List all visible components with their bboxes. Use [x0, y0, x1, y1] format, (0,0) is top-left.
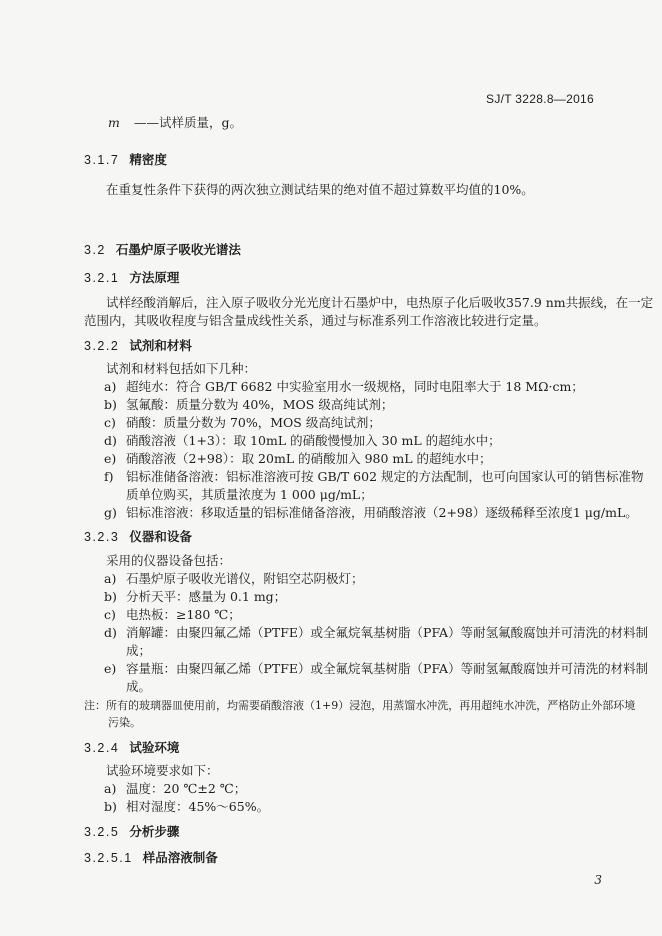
list-label: a) — [104, 571, 117, 586]
list-item — [104, 780, 246, 798]
section-title: 样品溶液制备 — [142, 850, 218, 865]
list-item-continuation: 成。 — [126, 679, 152, 694]
list-text: 硝酸溶液（1+3）：取 10mL 的硝酸慢慢加入 30 mL 的超纯水中； — [126, 433, 501, 448]
list-text: 相对湿度：45%～65%。 — [126, 799, 270, 814]
list-item — [104, 432, 501, 450]
list-label: f) — [104, 469, 114, 484]
section-number: 3.2.3 — [84, 530, 120, 544]
list-text: 温度：20 ℃±2 ℃； — [126, 781, 247, 796]
section-title: 分析步骤 — [129, 824, 180, 839]
list-text: 消解罐：由聚四氟乙烯（PTFE）或全氟烷氧基树脂（PFA）等耐氢氟酸腐蚀并可清洗的材料制 — [126, 625, 649, 640]
reagents-intro: 试剂和材料包括如下几种： — [106, 361, 257, 376]
list-label: c) — [104, 415, 116, 430]
list-item — [104, 798, 269, 816]
note-line2: 污染。 — [108, 716, 141, 729]
list-label: b) — [104, 589, 117, 604]
section-heading-3-2 — [84, 240, 241, 258]
list-label: e) — [104, 661, 117, 676]
list-text: 容量瓶：由聚四氟乙烯（PTFE）或全氟烷氧基树脂（PFA）等耐氢氟酸腐蚀并可清洗的材料制 — [126, 661, 649, 676]
list-item — [104, 606, 241, 624]
section-heading-3-2-5 — [84, 822, 179, 840]
list-text: 电热板：≥180 ℃； — [126, 607, 241, 622]
section-number: 3.1.7 — [84, 153, 120, 167]
list-item — [104, 450, 492, 468]
list-item — [104, 660, 648, 678]
section-heading-3-2-4 — [84, 738, 179, 756]
section-number: 3.2.2 — [84, 339, 120, 353]
section-title: 方法原理 — [129, 270, 180, 285]
list-item — [104, 414, 381, 432]
list-item — [104, 570, 364, 588]
list-item — [104, 624, 648, 642]
equipment-intro: 采用的仪器设备包括： — [106, 553, 232, 568]
paragraph-principle-line2: 范围内，其吸收程度与铝含量成线性关系，通过与标准系列工作溶液比较进行定量。 — [84, 313, 547, 328]
section-heading-3-2-5-1 — [84, 848, 218, 866]
section-number: 3.2 — [84, 243, 106, 257]
section-title: 仪器和设备 — [129, 529, 192, 544]
list-text: 铝标准溶液：移取适量的铝标准储备溶液，用硝酸溶液（2+98）逐级稀释至浓度1 μg/mL。 — [126, 505, 638, 520]
list-item — [104, 468, 644, 486]
list-text: 氢氟酸：质量分数为 40%，MOS 级高纯试剂； — [126, 397, 394, 412]
list-item — [104, 378, 584, 396]
section-title: 试剂和材料 — [129, 338, 192, 353]
list-item — [104, 396, 393, 414]
list-label: c) — [104, 607, 116, 622]
paragraph-principle-line1: 试样经酸消解后，注入原子吸收分光光度计石墨炉中，电热原子化后吸收357.9 nm共振线，在一定 — [106, 295, 654, 310]
section-number: 3.2.1 — [84, 271, 120, 285]
list-text: 石墨炉原子吸收光谱仪，附铝空芯阴极灯； — [126, 571, 364, 586]
list-label: b) — [104, 397, 117, 412]
list-label: g) — [104, 505, 117, 520]
section-title: 石墨炉原子吸收光谱法 — [115, 242, 241, 257]
environment-intro: 试验环境要求如下： — [106, 763, 219, 778]
section-heading-3-2-3 — [84, 527, 192, 545]
list-text: 超纯水：符合 GB/T 6682 中实验室用水一级规格，同时电阻率大于 18 MΩ·cm； — [126, 379, 584, 394]
section-number: 3.2.5.1 — [84, 851, 133, 865]
section-heading-3-1-7 — [84, 150, 167, 168]
section-number: 3.2.4 — [84, 741, 120, 755]
list-label: d) — [104, 625, 117, 640]
list-text: 分析天平：感量为 0.1 mg； — [126, 589, 287, 604]
variable-definition — [108, 114, 242, 132]
section-number: 3.2.5 — [84, 825, 120, 839]
section-title: 试验环境 — [129, 740, 180, 755]
section-heading-3-2-2 — [84, 336, 192, 354]
standard-code: SJ/T 3228.8—2016 — [486, 92, 594, 106]
variable-symbol: m — [108, 115, 120, 130]
list-label: b) — [104, 799, 117, 814]
note-line1: 注：所有的玻璃器皿使用前，均需要硝酸溶液（1+9）浸泡，用蒸馏水冲洗，再用超纯水冲洗，严格防止外部环境 — [84, 699, 636, 712]
list-label: a) — [104, 781, 117, 796]
list-label: e) — [104, 451, 117, 466]
list-item-continuation: 成； — [126, 643, 152, 658]
variable-text: ——试样质量，g。 — [134, 115, 243, 130]
list-label: a) — [104, 379, 117, 394]
list-text: 硝酸溶液（2+98）：取 20mL 的硝酸加入 980 mL 的超纯水中； — [126, 451, 492, 466]
paragraph-precision: 在重复性条件下获得的两次独立测试结果的绝对值不超过算数平均值的10%。 — [106, 182, 534, 197]
list-label: d) — [104, 433, 117, 448]
list-text: 硝酸：质量分数为 70%，MOS 级高纯试剂； — [126, 415, 381, 430]
list-text: 铝标准储备溶液：铝标准溶液可按 GB/T 602 规定的方法配制，也可向国家认可的销售标准物 — [126, 469, 644, 484]
section-heading-3-2-1 — [84, 268, 179, 286]
list-item — [104, 504, 638, 522]
list-item — [104, 588, 286, 606]
list-item-continuation: 质单位购买，其质量浓度为 1 000 μg/mL； — [126, 487, 373, 502]
page-number: 3 — [594, 873, 602, 887]
section-title: 精密度 — [129, 152, 167, 167]
